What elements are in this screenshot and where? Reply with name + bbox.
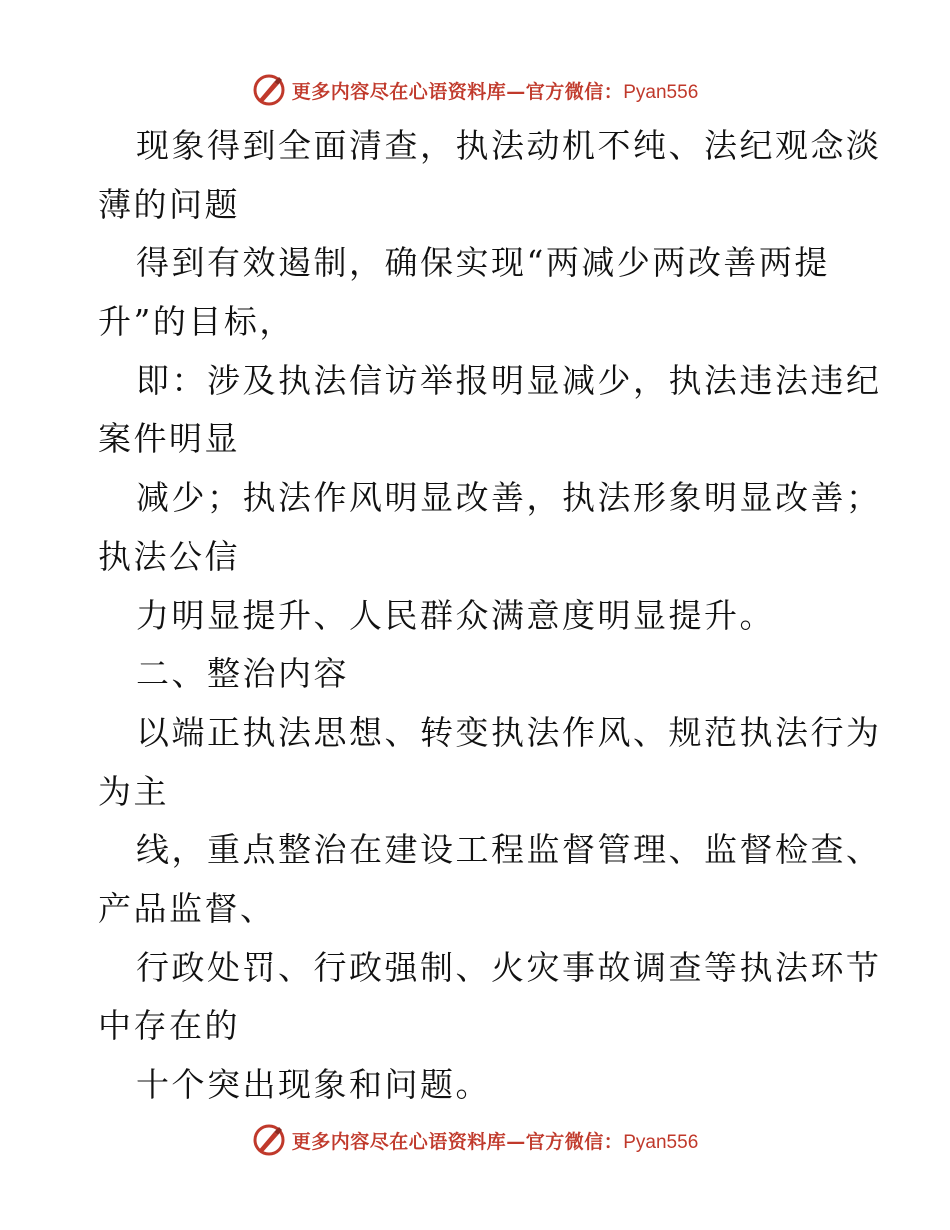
document-body: [98, 117, 882, 1115]
header-watermark: [0, 70, 950, 110]
text-line: 力明显提升、人民群众满意度明显提升。: [136, 595, 775, 635]
watermark-wechat-id: Pyan556: [623, 1131, 699, 1153]
text-line: 执法公信: [98, 536, 240, 576]
text-line: 案件明显: [98, 419, 240, 459]
text-line: 即：涉及执法信访举报明显减少，执法违法违纪: [136, 360, 882, 400]
watermark-wechat-id: Pyan556: [623, 81, 699, 103]
pen-logo-icon: [252, 1123, 286, 1157]
watermark-text: 更多内容尽在心语资料库—官方微信：Pyan556: [291, 80, 699, 103]
text-line: 线，重点整治在建设工程监督管理、监督检查、: [136, 830, 882, 870]
text-line: 十个突出现象和问题。: [136, 1065, 491, 1104]
watermark-text: 更多内容尽在心语资料库—官方微信：Pyan556: [291, 1130, 699, 1153]
footer-watermark: [0, 1120, 950, 1160]
text-line: 为主: [98, 771, 169, 811]
text-line: 薄的问题: [98, 184, 240, 224]
text-line: 产品监督、: [98, 888, 276, 928]
text-line: 减少；执法作风明显改善，执法形象明显改善；: [136, 478, 882, 518]
text-line: 升”的目标，: [98, 302, 295, 342]
text-line: 中存在的: [98, 1006, 240, 1046]
section-heading: 二、整治内容: [136, 654, 349, 694]
text-line: 得到有效遏制，确保实现“两减少两改善两提: [136, 243, 830, 283]
pen-logo-icon: [252, 73, 286, 107]
text-line: 行政处罚、行政强制、火灾事故调查等执法环节: [136, 947, 882, 987]
text-line: 现象得到全面清查，执法动机不纯、法纪观念淡: [136, 126, 882, 165]
text-line: 以端正执法思想、转变执法作风、规范执法行为: [136, 712, 882, 752]
